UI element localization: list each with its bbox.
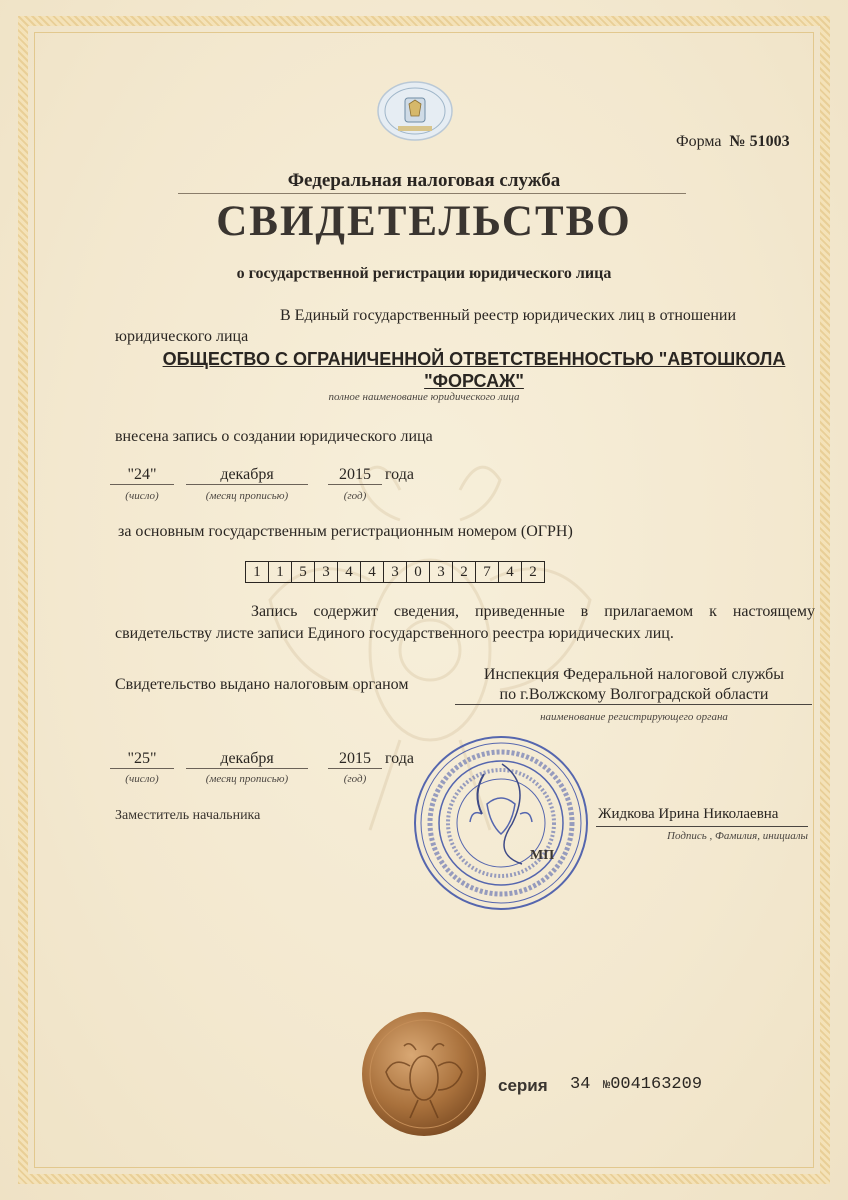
ogrn-digit: 4 [360, 561, 384, 583]
serial-number [603, 1075, 702, 1094]
official-stamp-icon [412, 734, 590, 912]
ogrn-digit: 2 [521, 561, 545, 583]
issue-year-note: (год) [343, 773, 367, 785]
document-title: СВИДЕТЕЛЬСТВО [216, 198, 632, 245]
record-text: Запись содержит сведения, приведенные в прилагаемом к настоящему свидетельству листе записи Единого государственного реестра юридических лиц. [115, 603, 815, 642]
ogrn-digit: 5 [291, 561, 315, 583]
fns-emblem-icon [376, 80, 454, 142]
entry-text: внесена запись о создании юридического лица [115, 428, 433, 445]
ogrn-digit: 1 [268, 561, 292, 583]
organization-name: ОБЩЕСТВО С ОГРАНИЧЕННОЙ ОТВЕТСТВЕННОСТЬЮ "АВТОШКОЛА "ФОРСАЖ" [162, 349, 786, 391]
ogrn-number [246, 561, 545, 583]
ogrn-digit: 3 [383, 561, 407, 583]
entry-day-note: (число) [125, 490, 159, 502]
serial-digits: 004163209 [610, 1075, 703, 1094]
signature-underline [596, 826, 808, 827]
entry-year: 2015 [328, 466, 382, 485]
signature-note: Подпись , Фамилия, инициалы [667, 830, 808, 842]
issue-year: 2015 [328, 750, 382, 769]
ogrn-digit: 2 [452, 561, 476, 583]
entry-month: декабря [186, 466, 308, 485]
organization-note: полное наименование юридического лица [328, 391, 520, 403]
stamp-mark: МП [530, 848, 555, 863]
signatory-position: Заместитель начальника [115, 808, 261, 823]
agency-name: Федеральная налоговая служба [287, 170, 561, 191]
entry-day: "24" [110, 466, 174, 485]
form-label: Форма [676, 133, 722, 150]
intro-line-1: В Единый государственный реестр юридических лиц в отношении [280, 307, 737, 324]
ogrn-digit: 4 [498, 561, 522, 583]
issue-month-note: (месяц прописью) [205, 773, 289, 785]
entry-year-note: (год) [343, 490, 367, 502]
issue-day-note: (число) [125, 773, 159, 785]
series-label: серия [498, 1076, 548, 1095]
ogrn-digit: 7 [475, 561, 499, 583]
ogrn-digit: 3 [314, 561, 338, 583]
number-sign: № [603, 1078, 611, 1092]
agency-divider [178, 193, 686, 194]
issue-year-suffix: года [385, 750, 414, 767]
ogrn-digit: 0 [406, 561, 430, 583]
entry-year-suffix: года [385, 466, 414, 483]
authority-line-1: Инспекция Федеральной налоговой службы [483, 666, 785, 683]
issue-day: "25" [110, 750, 174, 769]
intro-line-2: юридического лица [115, 328, 249, 345]
form-number [676, 133, 790, 151]
ogrn-digit: 3 [429, 561, 453, 583]
embossed-seal-icon [360, 1010, 488, 1138]
ogrn-digit: 1 [245, 561, 269, 583]
issuing-authority [456, 665, 812, 705]
form-code: № 51003 [729, 133, 790, 150]
ogrn-digit: 4 [337, 561, 361, 583]
authority-note: наименование регистрирующего органа [540, 711, 728, 723]
authority-underline [455, 704, 812, 705]
signatory-name: Жидкова Ирина Николаевна [598, 806, 779, 822]
entry-month-note: (месяц прописью) [205, 490, 289, 502]
document-subtitle: о государственной регистрации юридического лица [236, 265, 612, 282]
series-value: 34 [570, 1075, 591, 1094]
issue-month: декабря [186, 750, 308, 769]
issued-by-label: Свидетельство выдано налоговым органом [115, 676, 409, 693]
authority-line-2: по г.Волжскому Волгоградской области [499, 686, 769, 703]
ogrn-label: за основным государственным регистрационным номером (ОГРН) [118, 523, 573, 540]
